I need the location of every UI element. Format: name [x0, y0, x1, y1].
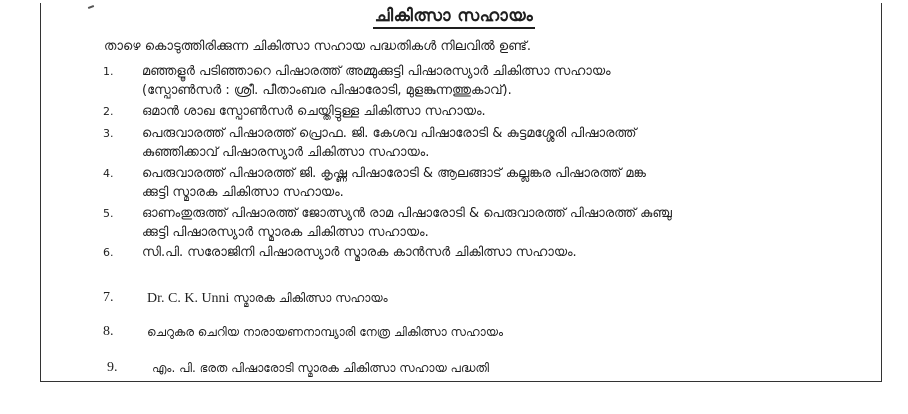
- list-item-number: 4.: [103, 167, 114, 180]
- list-item-number: 5.: [103, 207, 114, 220]
- list-item-text: സി.പി. സരോജിനി പിഷാരസ്യാർ സ്മാരക കാൻസർ ചികിത്സാ സഹായം.: [142, 245, 577, 260]
- list-item-number: 6.: [103, 246, 114, 259]
- list-item-number: 9.: [107, 360, 118, 375]
- list-item-number: 3.: [103, 127, 114, 140]
- list-item-text: ഒമാൻ ശാഖ സ്പോൺസർ ചെയ്തിട്ടുള്ള ചികിത്സാ സഹായം.: [142, 104, 486, 119]
- intro-text: താഴെ കൊടുത്തിരിക്കുന്ന ചികിത്സാ സഹായ പദ്ധതികൾ നിലവിൽ ഉണ്ട്.: [104, 39, 531, 54]
- list-item-text-latin: Dr. C. K. Unni: [147, 291, 230, 306]
- list-item-number: 7.: [103, 290, 114, 305]
- list-item-text-malayalam: സ്മാരക ചികിത്സാ സഹായം: [229, 291, 388, 305]
- list-item-number: 1.: [103, 65, 114, 78]
- page-title-text: ചികിത്സാ സഹായം: [373, 6, 536, 29]
- list-item-text: പെരുവാരത്ത് പിഷാരത്ത് പ്രൊഫ. ജി. കേശവ പിഷാരോടി & കുട്ടമശ്ശേരി പിഷാരത്ത് കുഞ്ഞിക്കാവ് പിഷാരസ്യാർ ചികിത്സാ സഹായം.: [142, 126, 637, 160]
- list-item-text: മഞ്ഞളൂർ പടിഞ്ഞാറെ പിഷാരത്ത് അമ്മുക്കുട്ടി പിഷാരസ്യാർ ചികിത്സാ സഹായം (സ്പോൺസർ : ശ്രീ. പീതാംബര പിഷാരോടി, മുളങ്കുന്നത്തുകാവ്).: [142, 64, 611, 98]
- list-item-text: പെരുവാരത്ത് പിഷാരത്ത് ജി. കൃഷ്ണ പിഷാരോടി & ആലങ്ങാട് കല്ലങ്കര പിഷാരത്ത് മങ്ക ക്കുട്ടി സ്മാരക ചികിത്സാ സഹായം.: [142, 166, 646, 200]
- list-item-text: എം. പി. ഭരത പിഷാരോടി സ്മാരക ചികിത്സാ സഹായ പദ്ധതി: [152, 361, 489, 375]
- page-title: [0, 6, 908, 26]
- list-item-number: 8.: [103, 324, 114, 339]
- list-item-text: ചെറുകര ചെറിയ നാരായണനാമ്പ്യാരി നേത്ര ചികിത്സാ സഹായം: [147, 325, 503, 339]
- list-item-number: 2.: [103, 105, 114, 118]
- list-item-text: [147, 291, 388, 307]
- list-item-text: ഓണംതുരുത്ത് പിഷാരത്ത് ജോത്സ്യൻ രാമ പിഷാരോടി & പെരുവാരത്ത് പിഷാരത്ത് കുഞ്ചു ക്കുട്ടി പിഷാരസ്യാർ സ്മാരക ചികിത്സാ സഹായം.: [142, 206, 672, 240]
